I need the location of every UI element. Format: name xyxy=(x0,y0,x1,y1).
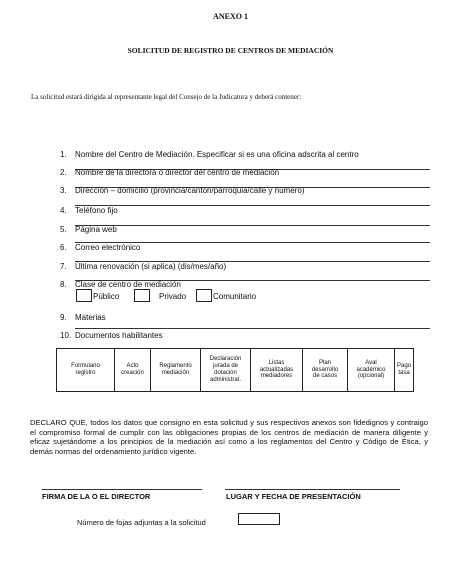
form-title: SOLICITUD DE REGISTRO DE CENTROS DE MEDIACIÓN xyxy=(127,46,334,55)
checkbox-comunitario[interactable] xyxy=(196,289,212,302)
doc-cell-acto: Acto creación xyxy=(115,349,151,392)
doc-cell-declaracion: Declaración jurada de dotación administrat. xyxy=(201,349,251,392)
declaration-text: DECLARO QUE, todos los datos que consigno en esta solicitud y sus respectivos anexos son fidedignos y contraigo el compromiso formal de cumplir con las obligaciones propias de los centros de mediación de manera diligente y eficaz sujetándome a los principios de la mediación así como a los reglamentos del Centro y Código de Ética, y demás normas del ordenamiento jurídico vigente. xyxy=(30,418,428,457)
documents-table xyxy=(56,348,414,392)
place-date-line[interactable] xyxy=(225,489,400,490)
fojas-input-box[interactable] xyxy=(238,513,280,525)
form-page: ANEXO 1 SOLICITUD DE REGISTRO DE CENTROS DE MEDIACIÓN La solicitud estará dirigida al representante legal del Consejo de la Judicatura y deberá contener: 1. Nombre del Centro de Mediación. Especificar si es una oficina adscrita al centro 2. Nombre de la directora o director del centro de mediación 3. Dirección – domicilio (provincia/cantón/parroquia/calle y número) 4. Teléfono fijo 5. Página web 6. Correo electrónico 7. Última renovación (si aplica) (dis/mes/año) 8. Clase de centro de mediación 9. Materias 10. Documentos habilitantes Público Privado Comunitario Formulario registro Acto creación Reglamento mediación Declaración jurada de dotación administrat. Listas actualizadas mediadores Plan desarrollo de casos Aval académico (opcional) Pago tasa DECLARO QUE, todos los datos que consigno en esta solicitud y sus respectivos anexos son fidedignos y contraigo el compromiso formal de cumplir con las obligaciones propias de los centros de mediación de manera diligente y eficaz sujetándome a los principios de la mediación así como a los reglamentos del Centro y Código de Ética, y demás normas del ordenamiento jurídico vigente. FIRMA DE LA O EL DIRECTOR LUGAR Y FECHA DE PRESENTACIÓN Número de fojas adjuntas a la solicitud xyxy=(0,0,461,563)
answer-line[interactable] xyxy=(75,328,430,329)
doc-cell-pago: Pago tasa xyxy=(395,349,414,392)
answer-line[interactable] xyxy=(75,225,430,226)
director-signature-label: FIRMA DE LA O EL DIRECTOR xyxy=(42,492,151,501)
doc-cell-plan: Plan desarrollo de casos xyxy=(303,349,348,392)
doc-cell-reglamento: Reglamento mediación xyxy=(151,349,201,392)
annex-heading: ANEXO 1 xyxy=(213,12,248,21)
answer-line[interactable] xyxy=(75,205,430,206)
checkbox-privado[interactable] xyxy=(134,289,150,302)
doc-cell-listas: Listas actualizadas mediadores xyxy=(251,349,303,392)
doc-cell-aval: Aval académico (opcional) xyxy=(348,349,395,392)
checkbox-publico[interactable] xyxy=(76,289,92,302)
intro-text: La solicitud estará dirigida al representante legal del Consejo de la Judicatura y deberá contener: xyxy=(31,93,302,101)
table-row xyxy=(57,349,414,392)
place-date-label: LUGAR Y FECHA DE PRESENTACIÓN xyxy=(226,492,361,501)
checkbox-label: Público xyxy=(93,292,120,301)
director-signature-line[interactable] xyxy=(42,489,202,490)
checkbox-label: Comunitario xyxy=(213,292,257,301)
doc-cell-formulario: Formulario registro xyxy=(57,349,115,392)
checkbox-label: Privado xyxy=(159,292,187,301)
fojas-label: Número de fojas adjuntas a la solicitud xyxy=(77,518,206,527)
